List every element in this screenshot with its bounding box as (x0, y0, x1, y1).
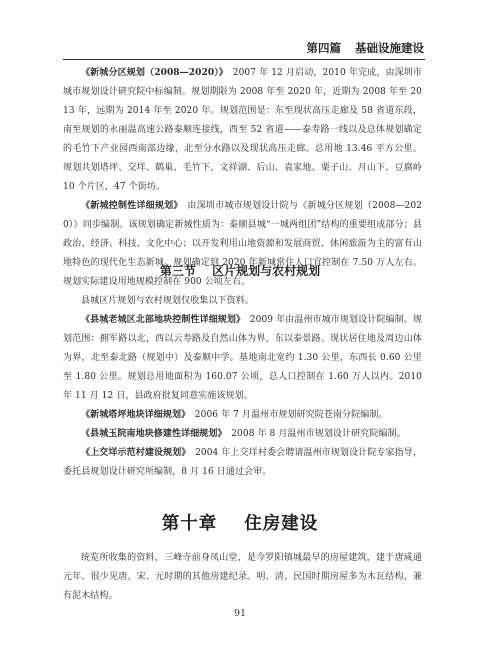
paragraph-text: 2009 年由温州市城市规划设计院编制。规划范围：拥军路以北，西以云寿路及自然山体为界，东以泰景路。现状居住地及周边山体为界，北至泰北路（规划中）及泰顺中学。基地南北宽约 1.30 公里，东西长 0.60 公里至 1.80 公里。规划总用地面积为 160.07 公顷，总人口控制在 1.60 万人以内。2010 年 11 月 12 日，县政府批复同意实施该规划。 (63, 315, 422, 401)
chapter-intro-paragraph: 统览所收集的资料，三峰寺前身凤山堂，是今罗阳镇城最早的房屋建筑，建于唐咸通元年。很少见唐、宋、元时期的其他房建纪录。明、清、民国时期房屋多为木瓦结构，兼有泥木结构。 (63, 553, 422, 601)
chapter-title: 住房建设 (244, 514, 319, 534)
paragraph-text: 2008 年 8 月温州市规划设计研究院编制。 (222, 429, 406, 439)
section-heading (0, 262, 480, 279)
chapter-number: 第十章 (161, 514, 218, 534)
paragraph-text: 2006 年 7 月温州市规划研究院苍南分院编制。 (185, 410, 388, 420)
plan-title: 《新城分区规划（2008—2020）》 (81, 68, 224, 78)
paragraph-taping-plot-plan (63, 406, 422, 425)
plan-title: 《上交垟示范村建设规划》 (81, 448, 186, 458)
section-number: 第三节 (159, 264, 196, 278)
plan-title: 《新城控制性详细规划》 (81, 201, 179, 211)
section-intro: 县城区片规划与农村规划仅收集以下资料。 (81, 296, 254, 306)
header-part: 第四篇 (306, 41, 341, 55)
section-text-block (63, 292, 422, 482)
section-title: 区片规划与农村规划 (212, 264, 321, 278)
paragraph-text: 2007 年 12 月启动，2010 年完成，由深圳市城市规划设计研究院中标编制。规划期限为 2008 年至 2020 年，近期为 2008 年至 2013 年，远期为 2014 年至 2020 年。规划范围是：东至现状高压走廊及 58 省道东段，南至规划的永丽温高速公路泰顺连接线，西至 52 省道——泰寿路一线以及总体规划确定的毛竹下产业园西南部边缘，北至分水路以及现状高压走廊。总用地 13.46 平方公里。规划共划塔坪、交垟、鹤巢、毛竹下、文祥湖、后山、袁家地、栗子山、月山下、豆腐岭 10 个片区，47 个街坊。 (63, 68, 422, 192)
paragraph-yuyuan-south-plan (63, 425, 422, 444)
paragraph-text: 2004 年上交垟村委会聘请温州市规划设计院专家指导，委托县规划设计研究所编制，8 月 16 日通过会审。 (63, 448, 422, 477)
header-rule (63, 59, 425, 60)
paragraph-new-city-zoning-plan (63, 64, 422, 197)
plan-title: 《县城玉院南地块修建性详细规划》 (81, 429, 223, 439)
chapter-heading (0, 510, 480, 535)
chapter-text-block (63, 549, 422, 606)
paragraph-shangjiaoyang-village-plan (63, 444, 422, 482)
running-header (306, 40, 424, 56)
plan-title: 《新城塔坪地块详细规划》 (81, 410, 186, 420)
paragraph-text: 由深圳市城市规划设计院与《新城分区规划（2008—2020）》同步编制。该规划确定新城性质为：泰顺县城“一城两组团”结构的重要组成部分；县政治、经济、科技、文化中心；以开发利用山地资源和发展商贸、休闲旅游为主的富有山地特色的现代化生态新城。规划确定到 2020 年新城常住人口宜控制在 7.50 万人左右。规划实际建设用地规模控制在 900 公顷左右。 (63, 201, 423, 287)
top-text-block (63, 64, 422, 292)
paragraph-old-town-north-plan (63, 311, 422, 406)
plan-title: 《县城老城区北部地块控制性详细规划》 (81, 315, 241, 325)
header-title: 基础设施建设 (355, 41, 424, 55)
page-number: 91 (233, 608, 247, 619)
